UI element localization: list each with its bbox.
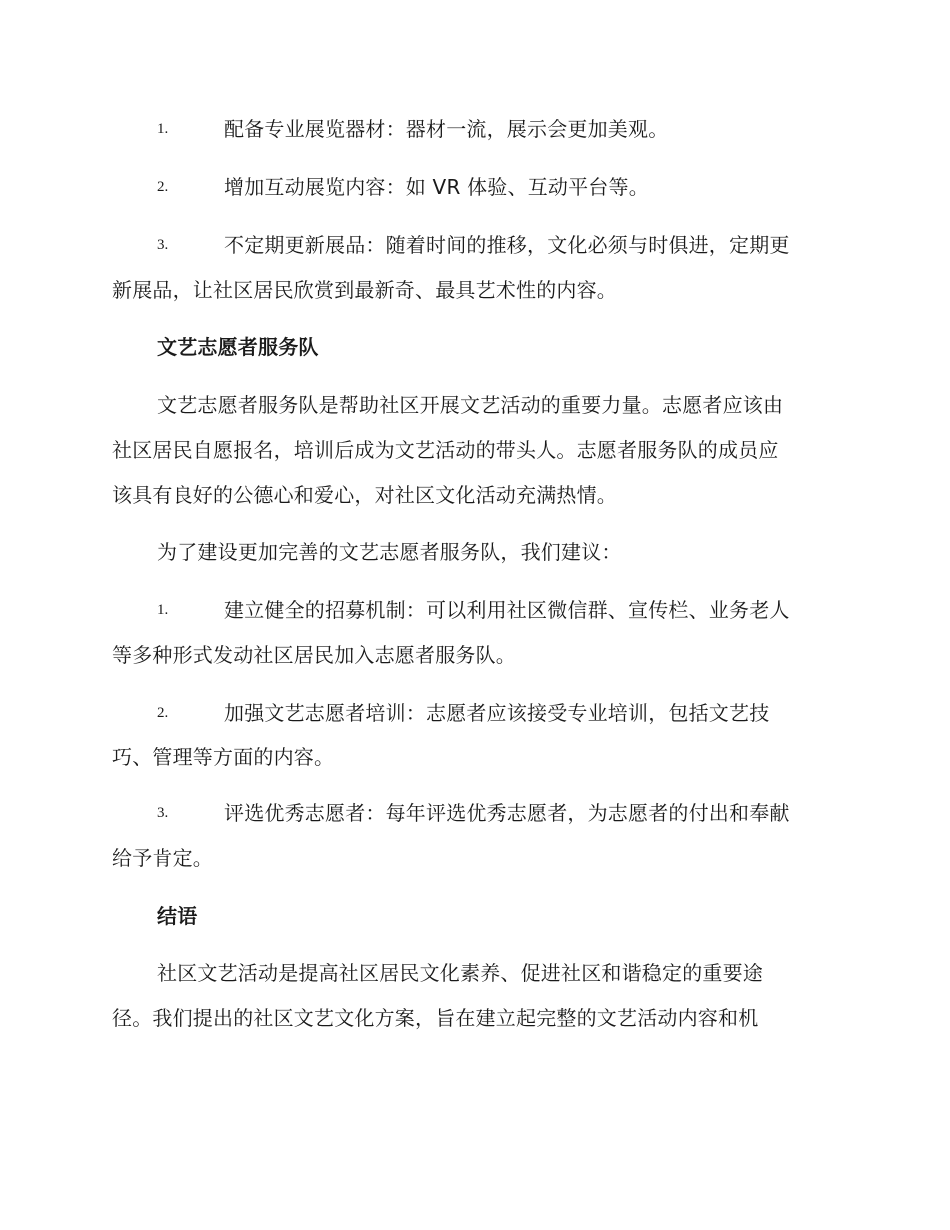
paragraph-line: 社区文艺活动是提高社区居民文化素养、促进社区和谐稳定的重要途 — [157, 961, 763, 985]
list-item-text: 加强文艺志愿者培训：志愿者应该接受专业培训，包括文艺技 — [224, 701, 770, 725]
list-item-text: 配备专业展览器材：器材一流，展示会更加美观。 — [224, 117, 669, 141]
list-number: 3. — [157, 237, 169, 253]
list-item-continuation: 新展品，让社区居民欣赏到最新奇、最具艺术性的内容。 — [112, 278, 617, 302]
paragraph-line: 该具有良好的公德心和爱心，对社区文化活动充满热情。 — [112, 483, 617, 507]
list-item-text: 评选优秀志愿者：每年评选优秀志愿者，为志愿者的付出和奉献 — [224, 801, 790, 825]
section-heading: 文艺志愿者服务队 — [157, 335, 319, 359]
list-item-text: 建立健全的招募机制：可以利用社区微信群、宣传栏、业务老人 — [224, 598, 790, 622]
list-number: 1. — [157, 121, 169, 137]
list-number: 2. — [157, 179, 169, 195]
paragraph-line: 为了建设更加完善的文艺志愿者服务队，我们建议： — [157, 540, 622, 564]
section-heading: 结语 — [157, 904, 198, 928]
paragraph-line: 文艺志愿者服务队是帮助社区开展文艺活动的重要力量。志愿者应该由 — [157, 393, 784, 417]
list-item-text: 不定期更新展品：随着时间的推移，文化必须与时俱进，定期更 — [224, 233, 790, 257]
list-number: 3. — [157, 805, 169, 821]
paragraph-line: 径。我们提出的社区文艺文化方案，旨在建立起完整的文艺活动内容和机 — [112, 1006, 759, 1030]
list-number: 1. — [157, 602, 169, 618]
paragraph-line: 社区居民自愿报名，培训后成为文艺活动的带头人。志愿者服务队的成员应 — [112, 438, 779, 462]
list-item-continuation: 给予肯定。 — [112, 846, 213, 870]
list-number: 2. — [157, 705, 169, 721]
list-item-continuation: 巧、管理等方面的内容。 — [112, 745, 335, 769]
list-item-text: 增加互动展览内容：如 VR 体验、互动平台等。 — [224, 175, 649, 199]
list-item-continuation: 等多种形式发动社区居民加入志愿者服务队。 — [112, 643, 516, 667]
